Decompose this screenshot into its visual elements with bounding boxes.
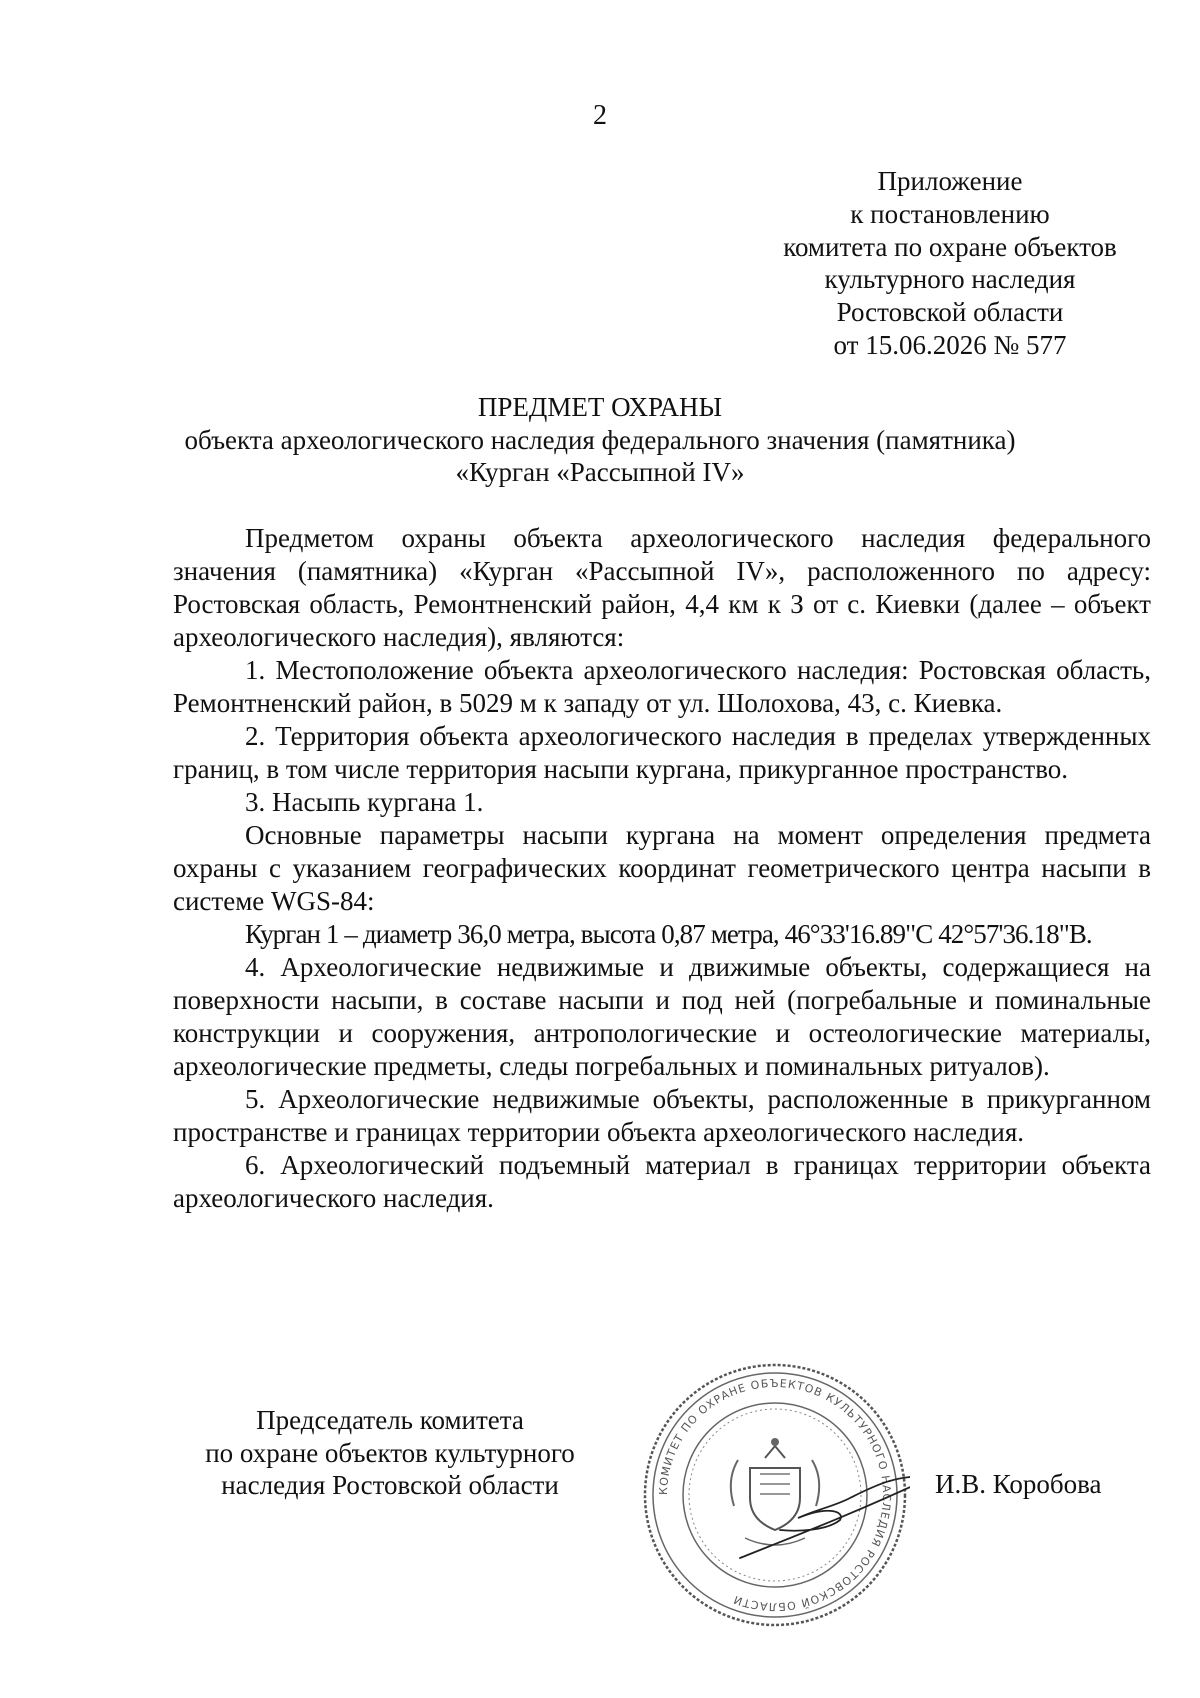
- signature-area: [0, 1360, 1200, 1660]
- coordinates-paragraph: Курган 1 – диаметр 36,0 метра, высота 0,87 метра, 46°33'16.89"С 42°57'36.18"В.: [245, 919, 1092, 949]
- item-5-paragraph: 5. Археологические недвижимые объекты, расположенные в прикурганном пространстве и границах территории объекта археологического наследия.: [173, 1084, 1151, 1147]
- official-seal-stamp: [640, 1360, 910, 1630]
- appendix-line: комитета по охране объектов: [783, 231, 1117, 262]
- signer-title: [160, 1404, 620, 1502]
- document-heading: ПРЕДМЕТ ОХРАНЫ: [477, 392, 723, 422]
- coat-of-arms-emblem: [731, 1438, 819, 1545]
- item-2-paragraph: 2. Территория объекта археологического наследия в пределах утвержденных границ, в том числе территория насыпи кургана, прикурганное пространство.: [173, 721, 1151, 784]
- signer-title-line: наследия Ростовской области: [221, 1470, 559, 1500]
- parameters-paragraph: Основные параметры насыпи кургана на момент определения предмета охраны с указанием географических координат геометрического центра насыпи в системе WGS-84:: [173, 820, 1151, 916]
- document-title-block: [150, 391, 1050, 489]
- appendix-block: [730, 165, 1170, 362]
- appendix-line: от 15.06.2026 № 577: [833, 329, 1067, 360]
- item-3-paragraph: 3. Насыпь кургана 1.: [245, 787, 484, 817]
- page-number: 2: [593, 100, 607, 131]
- appendix-line: Ростовской области: [836, 297, 1064, 328]
- appendix-line: Приложение: [877, 166, 1023, 196]
- item-1-paragraph: 1. Местоположение объекта археологического наследия: Ростовская область, Ремонтненский район, в 5029 м к западу от ул. Шолохова, 43, с. Киевка.: [173, 655, 1151, 718]
- seal-ring-text: КОМИТЕТ ПО ОХРАНЕ ОБЪЕКТОВ КУЛЬТУРНОГО НАСЛЕДИЯ РОСТОВСКОЙ ОБЛАСТИ: [656, 1376, 894, 1614]
- item-6-paragraph: 6. Археологический подъемный материал в границах территории объекта археологического наследия.: [173, 1150, 1151, 1213]
- intro-paragraph: Предметом охраны объекта археологического наследия федерального значения (памятника) «Курган «Рассыпной IV», расположенного по адресу: Ростовская область, Ремонтненский район, 4,4 км к З от с. Киевки (далее – объект археологического наследия), являются:: [173, 523, 1151, 652]
- item-4-paragraph: 4. Археологические недвижимые и движимые объекты, содержащиеся на поверхности насыпи, в составе насыпи и под ней (погребальные и поминальные конструкции и сооружения, антропологические и остеологические материалы, археологические предметы, следы погребальных и поминальных ритуалов).: [173, 952, 1151, 1081]
- document-subtitle-line: «Курган «Рассыпной IV»: [455, 457, 745, 487]
- signer-title-line: Председатель комитета: [256, 1405, 524, 1435]
- appendix-line: культурного наследия: [824, 264, 1076, 295]
- document-subtitle-line: объекта археологического наследия федерального значения (памятника): [184, 424, 1016, 455]
- document-body: [173, 522, 1151, 1215]
- appendix-line: к постановлению: [850, 198, 1050, 229]
- signer-title-line: по охране объектов культурного: [205, 1437, 575, 1468]
- signer-name: И.В. Коробова: [935, 1469, 1102, 1499]
